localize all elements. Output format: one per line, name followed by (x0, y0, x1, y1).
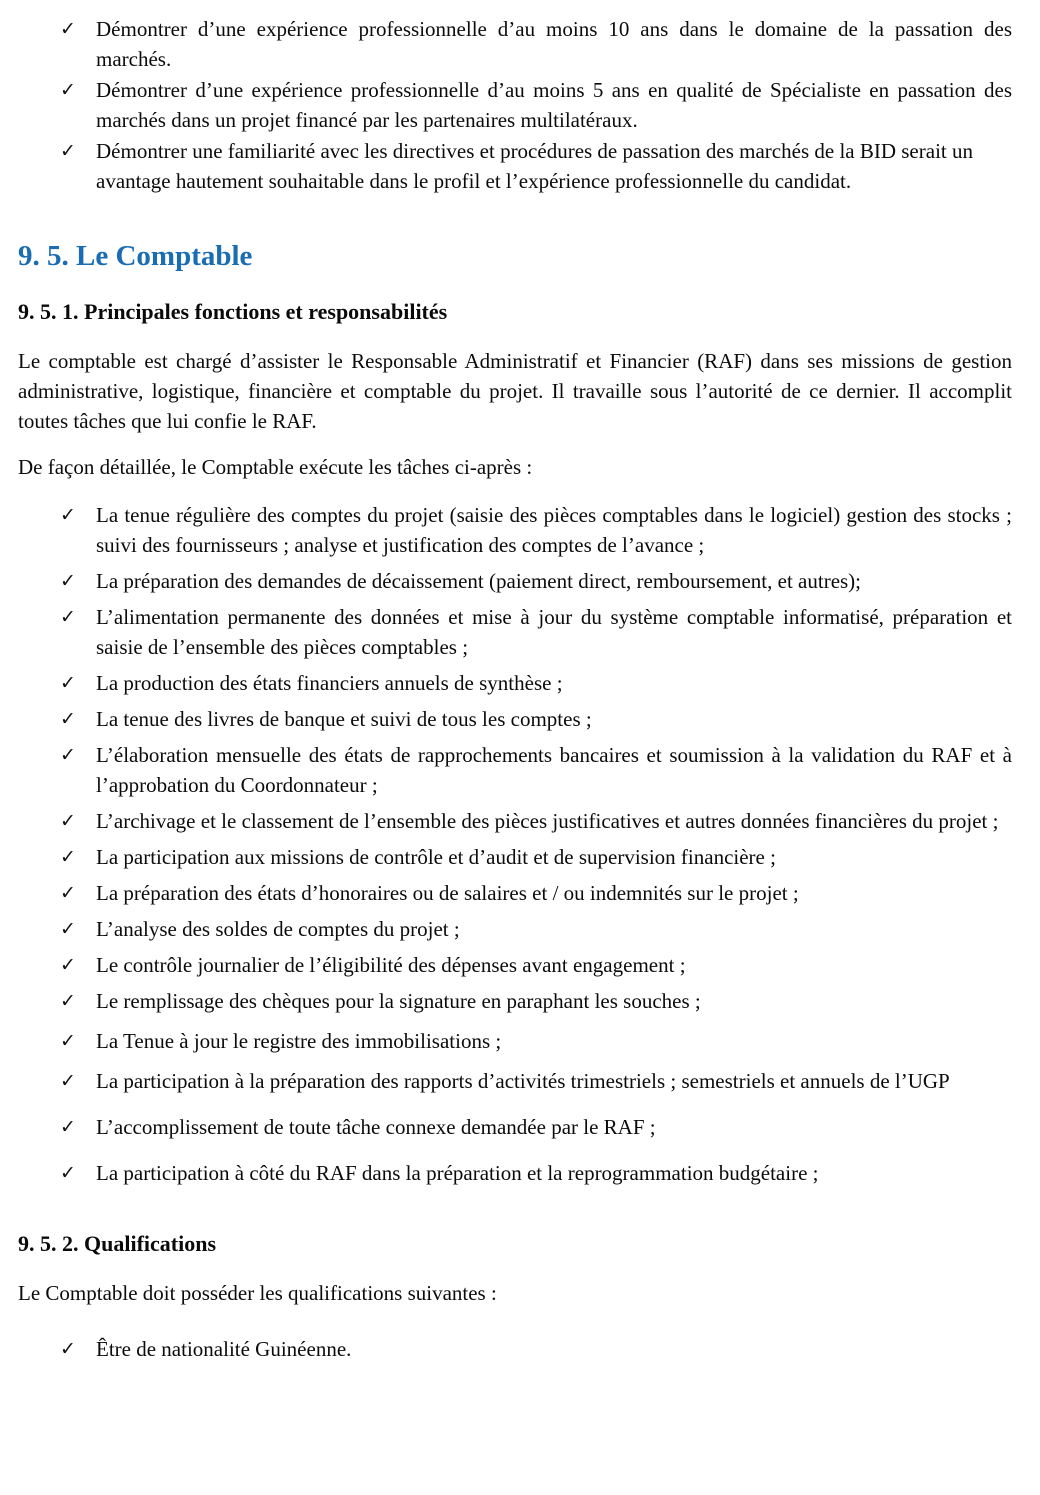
list-item-text: Démontrer d’une expérience professionnelle d’au moins 5 ans en qualité de Spécialiste en passation des marchés dans un projet financé par les partenaires multilatéraux. (96, 78, 1012, 132)
checkmark-icon: ✓ (60, 1338, 76, 1360)
section-title-le-comptable: 9. 5. Le Comptable (18, 240, 253, 272)
checkmark-icon: ✓ (60, 1116, 76, 1138)
paragraph-tasks-lead-in: De façon détaillée, le Comptable exécute les tâches ci-après : (18, 455, 533, 479)
list-item-text: La tenue des livres de banque et suivi de tous les comptes ; (96, 707, 592, 731)
list-item (60, 602, 1012, 662)
list-item (60, 704, 1012, 734)
checkmark-icon: ✓ (60, 1070, 76, 1092)
checkmark-icon: ✓ (60, 918, 76, 940)
list-item (60, 136, 1012, 196)
checkmark-icon: ✓ (60, 606, 76, 628)
list-item (60, 500, 1012, 560)
list-item (60, 14, 1012, 74)
list-item (60, 914, 1012, 944)
subsection-title-fonctions: 9. 5. 1. Principales fonctions et responsabilités (18, 299, 448, 324)
checkmark-icon: ✓ (60, 18, 76, 40)
document (18, 14, 1012, 1364)
list-item (60, 806, 1012, 836)
list-item-text: Le contrôle journalier de l’éligibilité des dépenses avant engagement ; (96, 953, 686, 977)
checkmark-icon: ✓ (60, 140, 76, 162)
list-item (60, 740, 1012, 800)
list-item-text: Démontrer d’une expérience professionnelle d’au moins 10 ans dans le domaine de la passation des marchés. (96, 17, 1012, 71)
list-item (60, 1158, 1012, 1188)
list-item (60, 1112, 1012, 1142)
checkmark-icon: ✓ (60, 708, 76, 730)
list-item-text: La Tenue à jour le registre des immobilisations ; (96, 1029, 502, 1053)
list-item-text: L’élaboration mensuelle des états de rapprochements bancaires et soumission à la validation du RAF et à l’approbation du Coordonnateur ; (96, 743, 1012, 797)
list-item-text: La participation aux missions de contrôle et d’audit et de supervision financière ; (96, 845, 776, 869)
list-item (60, 1026, 1012, 1056)
list-item-text: Le remplissage des chèques pour la signature en paraphant les souches ; (96, 989, 701, 1013)
list-item (60, 950, 1012, 980)
list-item (60, 842, 1012, 872)
subsection-title-qualifications: 9. 5. 2. Qualifications (18, 1231, 217, 1256)
list-item-text: Être de nationalité Guinéenne. (96, 1337, 352, 1361)
list-item (60, 566, 1012, 596)
checkmark-icon: ✓ (60, 504, 76, 526)
list-item-text: La tenue régulière des comptes du projet (saisie des pièces comptables dans le logiciel) gestion des stocks ; suivi des fournisseurs ; analyse et justification des comptes de l’avance ; (96, 503, 1012, 557)
list-item-text: La participation à la préparation des rapports d’activités trimestriels ; semestriels et annuels de l’UGP (96, 1069, 950, 1093)
checkmark-icon: ✓ (60, 810, 76, 832)
qualifications-list (60, 1334, 1012, 1364)
list-item-text: L’accomplissement de toute tâche connexe demandée par le RAF ; (96, 1115, 656, 1139)
list-item-text: Démontrer une familiarité avec les directives et procédures de passation des marchés de la BID serait un avantage hautement souhaitable dans le profil et l’expérience professionnelle du candidat. (96, 139, 973, 193)
paragraph-role-description: Le comptable est chargé d’assister le Responsable Administratif et Financier (RAF) dans ses missions de gestion administrative, logistique, financière et comptable du projet. Il travaille sous l’autorité de ce dernier. Il accomplit toutes tâches que lui confie le RAF. (18, 349, 1012, 433)
checkmark-icon: ✓ (60, 744, 76, 766)
list-item (60, 1066, 1012, 1096)
list-item-text: La préparation des états d’honoraires ou de salaires et / ou indemnités sur le projet ; (96, 881, 799, 905)
checkmark-icon: ✓ (60, 570, 76, 592)
checkmark-icon: ✓ (60, 672, 76, 694)
paragraph-qualifications-lead-in: Le Comptable doit posséder les qualifications suivantes : (18, 1281, 497, 1305)
list-item-text: L’archivage et le classement de l’ensemble des pièces justificatives et autres données financières du projet ; (96, 809, 999, 833)
experience-requirements-list (60, 14, 1012, 196)
list-item-text: La participation à côté du RAF dans la préparation et la reprogrammation budgétaire ; (96, 1161, 819, 1185)
checkmark-icon: ✓ (60, 990, 76, 1012)
list-item (60, 75, 1012, 135)
checkmark-icon: ✓ (60, 846, 76, 868)
list-item (60, 878, 1012, 908)
checkmark-icon: ✓ (60, 79, 76, 101)
list-item-text: La production des états financiers annuels de synthèse ; (96, 671, 563, 695)
checkmark-icon: ✓ (60, 1162, 76, 1184)
checkmark-icon: ✓ (60, 1030, 76, 1052)
list-item (60, 1334, 1012, 1364)
checkmark-icon: ✓ (60, 882, 76, 904)
list-item-text: L’alimentation permanente des données et mise à jour du système comptable informatisé, préparation et saisie de l’ensemble des pièces comptables ; (96, 605, 1012, 659)
list-item-text: L’analyse des soldes de comptes du projet ; (96, 917, 460, 941)
list-item (60, 668, 1012, 698)
checkmark-icon: ✓ (60, 954, 76, 976)
list-item-text: La préparation des demandes de décaissement (paiement direct, remboursement, et autres); (96, 569, 862, 593)
list-item (60, 986, 1012, 1016)
tasks-list (60, 500, 1012, 1188)
